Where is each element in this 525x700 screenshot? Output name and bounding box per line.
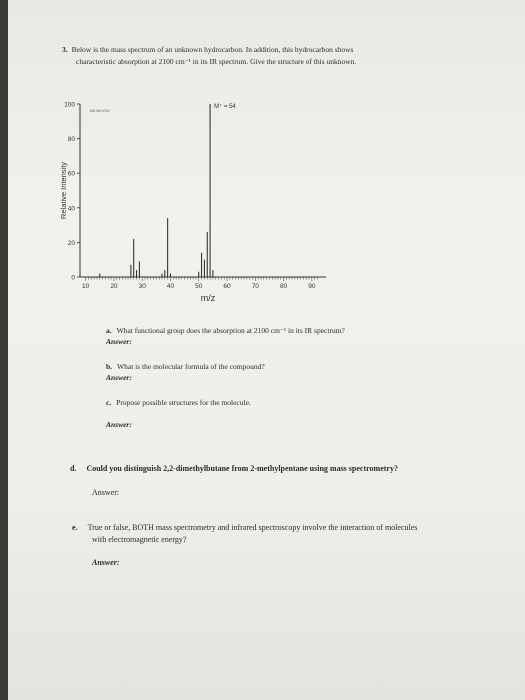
corner-label: MS-IW-9744 [90, 109, 110, 113]
question-3 [62, 44, 457, 68]
part-c [106, 397, 251, 408]
question-3-number: 3. [62, 45, 68, 54]
part-a-text: What functional group does the absorption at 2100 cm⁻¹ in its IR spectrum? [116, 326, 345, 335]
question-d-answer: Answer: [92, 488, 120, 497]
question-d-label: d. [70, 464, 77, 473]
question-3-text-1: Below is the mass spectrum of an unknown hydrocarbon. In addition, this hydrocarbon shows [71, 45, 354, 54]
question-e-text-2: with electromagnetic energy? [92, 535, 187, 544]
x-tick-label: 60 [223, 283, 231, 290]
part-a-label: a. [106, 326, 112, 335]
part-c-answer: Answer: [106, 420, 132, 429]
question-e-line-1 [72, 522, 492, 534]
part-c-text: Propose possible structures for the molecule. [116, 398, 251, 407]
mass-spectrum-chart [58, 92, 388, 312]
y-tick-label: 100 [64, 101, 75, 109]
part-b-answer: Answer: [106, 373, 132, 382]
question-3-line-1 [62, 44, 457, 56]
question-e-text-1: True or false, BOTH mass spectrometry and infrared spectroscopy involve the interaction of molecules [87, 523, 418, 532]
y-tick-label: 0 [71, 274, 75, 282]
y-tick-label: 80 [67, 136, 75, 144]
part-a [106, 325, 345, 336]
question-e-answer: Answer: [92, 558, 120, 567]
question-e-label: e. [72, 523, 78, 532]
question-d [70, 463, 398, 475]
part-a-answer: Answer: [106, 337, 132, 346]
x-tick-label: 90 [308, 283, 316, 290]
y-tick-label: 40 [67, 205, 75, 213]
y-axis-label: Relative Intensity [59, 161, 68, 220]
y-tick-label: 20 [67, 239, 75, 247]
x-tick-label: 30 [138, 283, 146, 290]
part-b [106, 361, 265, 372]
x-tick-label: 80 [279, 283, 288, 290]
molecular-ion-annotation: M⁺ = 54 [214, 104, 236, 110]
x-tick-label: 70 [251, 283, 259, 290]
x-tick-label: 20 [110, 283, 118, 290]
x-tick-label: 50 [195, 283, 203, 290]
y-tick-label: 60 [67, 170, 75, 178]
question-3-text-2: characteristic absorption at 2100 cm⁻¹ in its IR spectrum. Give the structure of this unknown. [76, 57, 357, 66]
question-e [72, 522, 492, 546]
x-tick-label: 10 [82, 283, 90, 290]
part-b-text: What is the molecular formula of the compound? [117, 362, 265, 371]
question-d-text: Could you distinguish 2,2-dimethylbutane from 2-methylpentane using mass spectrometry? [86, 464, 398, 473]
part-c-label: c. [106, 398, 112, 407]
mass-spectrum-svg [58, 92, 388, 312]
part-b-label: b. [106, 362, 113, 371]
x-tick-label: 40 [166, 283, 175, 290]
x-axis-label: m/z [200, 293, 216, 303]
